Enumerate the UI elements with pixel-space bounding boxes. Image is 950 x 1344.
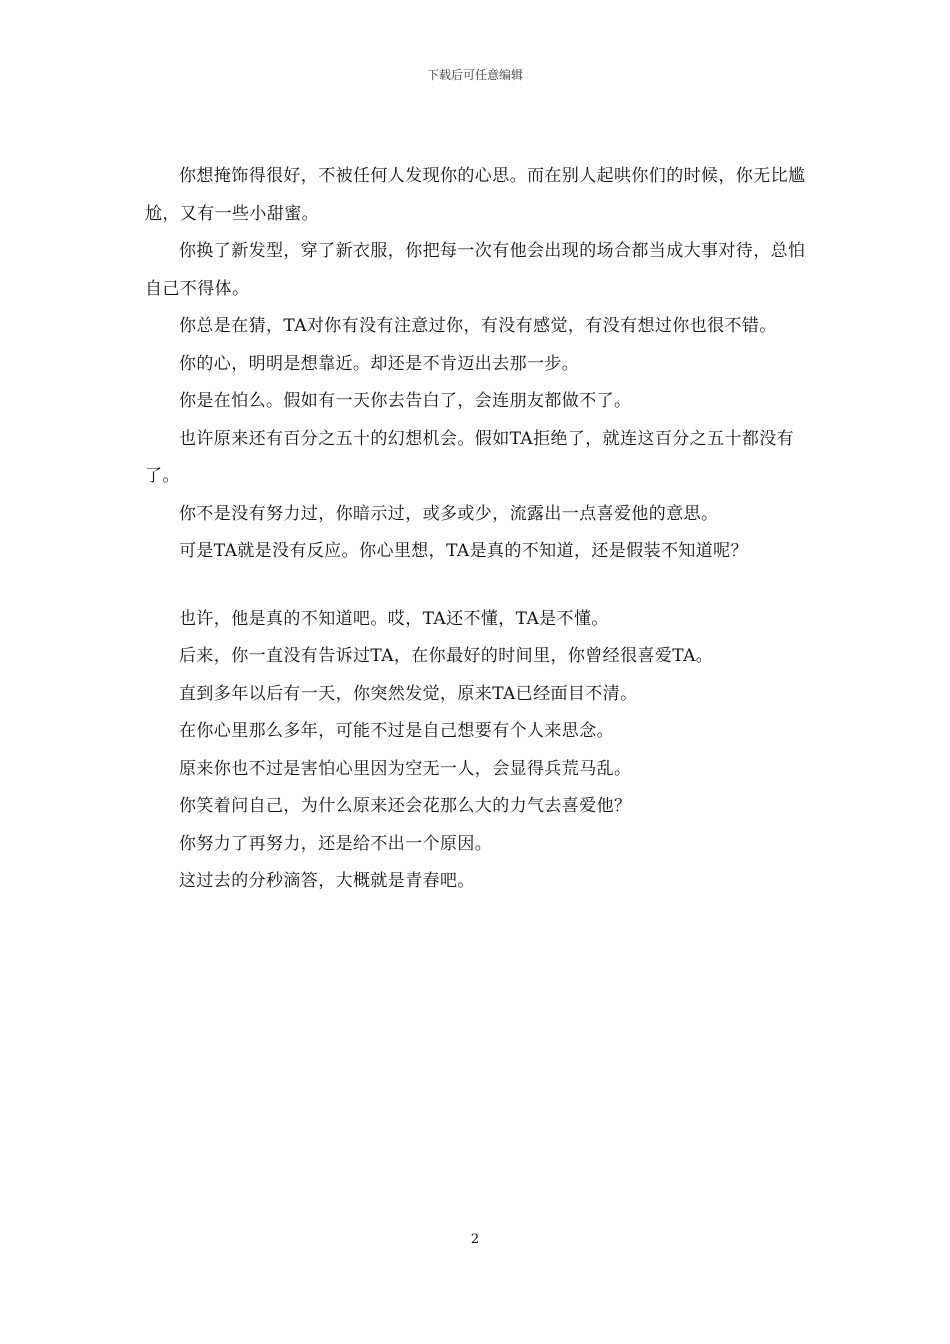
page-number: 2 [470,1232,480,1247]
section-spacer [145,571,815,601]
paragraph: 这过去的分秒滴答，大概就是青春吧。 [179,871,475,891]
page-header: 下载后可任意编辑 [426,68,523,82]
paragraph: 后来，你一直没有告诉过TA，在你最好的时间里，你曾经很喜爱TA。 [179,646,714,666]
paragraph: 也许原来还有百分之五十的幻想机会。假如TA拒绝了，就连这百分之五十都没有了。 [145,428,795,486]
paragraph: 你总是在猜，TA对你有没有注意过你，有没有感觉，有没有想过你也很不错。 [179,316,777,336]
paragraph: 原来你也不过是害怕心里因为空无一人，会显得兵荒马乱。 [179,758,632,779]
paragraph: 你的心，明明是想靠近。却还是不肯迈出去那一步。 [179,353,580,374]
paragraph: 也许，他是真的不知道吧。哎，TA还不懂，TA是不懂。 [179,608,609,629]
paragraph: 你换了新发型，穿了新衣服，你把每一次有他会出现的场合都当成大事对待，总怕自己不得体。 [145,241,806,299]
document-body [145,158,815,901]
paragraph: 你是在怕么。假如有一天你去告白了，会连朋友都做不了。 [179,391,632,411]
paragraph: 在你心里那么多年，可能不过是自己想要有个人来思念。 [179,721,614,741]
paragraph: 你努力了再努力，还是给不出一个原因。 [179,833,493,854]
paragraph: 你不是没有努力过，你暗示过，或多或少，流露出一点喜爱他的意思。 [179,503,719,524]
paragraph: 你想掩饰得很好，不被任何人发现你的心思。而在别人起哄你们的时候，你无比尴尬，又有一些小甜蜜。 [145,166,806,224]
paragraph: 可是TA就是没有反应。你心里想，TA是真的不知道，还是假装不知道呢？ [179,541,748,561]
paragraph: 直到多年以后有一天，你突然发觉，原来TA已经面目不清。 [179,683,638,704]
paragraph: 你笑着问自己，为什么原来还会花那么大的力气去喜爱他？ [179,796,632,816]
